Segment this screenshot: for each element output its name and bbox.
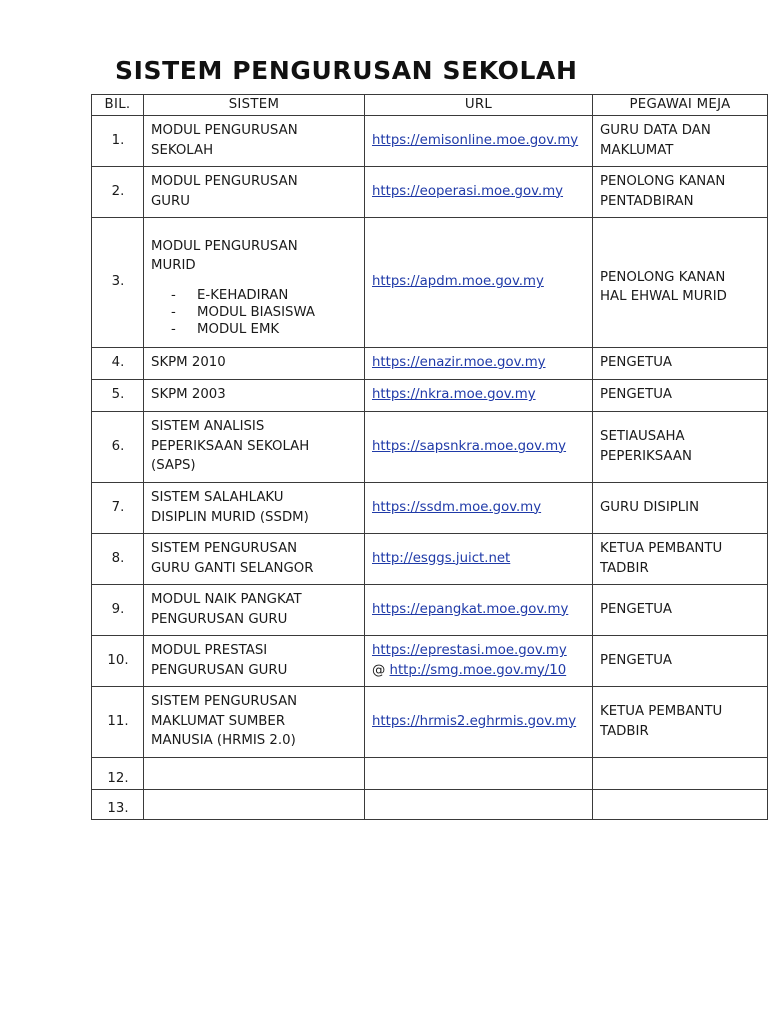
system-url-link[interactable]: https://sapsnkra.moe.gov.my xyxy=(372,438,567,454)
row-number: 6. xyxy=(92,411,144,482)
system-name-line: SKPM 2003 xyxy=(151,387,226,403)
table-row xyxy=(92,166,768,217)
officer-line: PENGETUA xyxy=(600,355,673,371)
header-sistem: SISTEM xyxy=(144,95,365,116)
system-name xyxy=(144,379,365,411)
table-row xyxy=(92,115,768,166)
url-cell xyxy=(365,379,593,411)
officer-line: PENOLONG KANAN xyxy=(600,269,726,285)
system-url-link[interactable]: https://eprestasi.moe.gov.my xyxy=(372,643,567,658)
system-name xyxy=(144,533,365,584)
system-name-line: MODUL PRESTASI xyxy=(151,643,268,658)
system-name xyxy=(144,411,365,482)
system-url-link[interactable]: https://nkra.moe.gov.my xyxy=(372,387,536,403)
table-row xyxy=(92,533,768,584)
table-row xyxy=(92,757,768,789)
officer-line: GURU DISIPLIN xyxy=(600,499,700,515)
officer-line: TADBIR xyxy=(600,560,649,576)
system-name xyxy=(144,686,365,757)
row-number: 13. xyxy=(92,789,144,819)
system-name-line: MODUL PENGURUSAN xyxy=(151,238,298,254)
system-url-link[interactable]: https://ssdm.moe.gov.my xyxy=(372,499,542,515)
row-number: 2. xyxy=(92,166,144,217)
officer-cell xyxy=(593,115,768,166)
system-url-link[interactable]: https://eoperasi.moe.gov.my xyxy=(372,183,564,199)
officer-line: HAL EHWAL MURID xyxy=(600,289,727,304)
officer-cell xyxy=(593,347,768,379)
system-name xyxy=(144,217,365,347)
system-name-line: SISTEM SALAHLAKU xyxy=(151,490,284,505)
officer-line: PENGETUA xyxy=(600,652,673,668)
url-cell xyxy=(365,789,593,819)
officer-line: PEPERIKSAAN xyxy=(600,448,692,464)
table-row xyxy=(92,379,768,411)
officer-line: PENGETUA xyxy=(600,387,673,403)
row-number: 8. xyxy=(92,533,144,584)
url-cell xyxy=(365,166,593,217)
row-number: 11. xyxy=(92,686,144,757)
system-name-line: MANUSIA (HRMIS 2.0) xyxy=(151,733,296,749)
system-name xyxy=(144,166,365,217)
header-pegawai-meja: PEGAWAI MEJA xyxy=(593,95,768,116)
sub-module-item: - E-KEHADIRAN xyxy=(171,287,358,304)
officer-line: MAKLUMAT xyxy=(600,142,674,158)
officer-cell xyxy=(593,217,768,347)
officer-cell xyxy=(593,584,768,635)
officer-line: TADBIR xyxy=(600,723,649,739)
row-number: 4. xyxy=(92,347,144,379)
url-cell xyxy=(365,347,593,379)
table-row xyxy=(92,584,768,635)
table-header-row xyxy=(92,95,768,116)
system-url-link[interactable]: http://esggs.juict.net xyxy=(372,550,511,566)
url-cell xyxy=(365,686,593,757)
systems-table xyxy=(91,94,768,820)
system-url-link[interactable]: https://hrmis2.eghrmis.gov.my xyxy=(372,713,577,729)
system-url-link[interactable]: https://enazir.moe.gov.my xyxy=(372,355,546,371)
officer-cell xyxy=(593,635,768,686)
page-title: SISTEM PENGURUSAN SEKOLAH xyxy=(115,56,578,85)
table-row xyxy=(92,411,768,482)
header-bil: BIL. xyxy=(92,95,144,116)
system-name xyxy=(144,347,365,379)
officer-line: KETUA PEMBANTU xyxy=(600,704,723,719)
system-name-line: MURID xyxy=(151,258,196,273)
officer-line: PENGETUA xyxy=(600,601,673,617)
system-url-link[interactable]: https://epangkat.moe.gov.my xyxy=(372,601,569,617)
system-name-line: PENGURUSAN GURU xyxy=(151,662,288,678)
sub-module-item: - MODUL BIASISWA xyxy=(171,304,358,321)
system-name xyxy=(144,789,365,819)
table-row xyxy=(92,217,768,347)
table-row xyxy=(92,789,768,819)
row-number: 3. xyxy=(92,217,144,347)
officer-cell xyxy=(593,789,768,819)
officer-line: SETIAUSAHA xyxy=(600,429,685,444)
system-name-line: GURU GANTI SELANGOR xyxy=(151,560,314,576)
system-name xyxy=(144,757,365,789)
url-separator: @ xyxy=(372,662,386,678)
row-number: 9. xyxy=(92,584,144,635)
officer-line: PENOLONG KANAN xyxy=(600,174,726,189)
system-name xyxy=(144,584,365,635)
officer-cell xyxy=(593,166,768,217)
row-number: 7. xyxy=(92,482,144,533)
system-name-line: DISIPLIN MURID (SSDM) xyxy=(151,509,309,525)
url-cell xyxy=(365,411,593,482)
system-url-link[interactable]: https://emisonline.moe.gov.my xyxy=(372,132,579,148)
row-number: 12. xyxy=(92,757,144,789)
system-url-link[interactable]: https://apdm.moe.gov.my xyxy=(372,274,544,290)
officer-cell xyxy=(593,757,768,789)
system-name xyxy=(144,482,365,533)
table-row xyxy=(92,686,768,757)
system-name-line: PEPERIKSAAN SEKOLAH xyxy=(151,438,310,454)
system-name-line: SKPM 2010 xyxy=(151,355,226,371)
system-name-line: SEKOLAH xyxy=(151,142,214,158)
system-name-line: PENGURUSAN GURU xyxy=(151,611,288,627)
url-cell xyxy=(365,115,593,166)
officer-cell xyxy=(593,411,768,482)
row-number: 10. xyxy=(92,635,144,686)
table-row xyxy=(92,347,768,379)
officer-line: GURU DATA DAN xyxy=(600,123,711,138)
officer-cell xyxy=(593,482,768,533)
table-row xyxy=(92,635,768,686)
system-name xyxy=(144,635,365,686)
officer-line: PENTADBIRAN xyxy=(600,193,694,209)
system-name-line: (SAPS) xyxy=(151,458,196,474)
url-cell xyxy=(365,533,593,584)
header-url: URL xyxy=(365,95,593,116)
sub-module-list xyxy=(151,287,358,338)
system-url-link[interactable]: http://smg.moe.gov.my/10 xyxy=(389,662,567,678)
table-row xyxy=(92,482,768,533)
sub-module-item: - MODUL EMK xyxy=(171,321,358,338)
url-cell xyxy=(365,757,593,789)
row-number: 1. xyxy=(92,115,144,166)
system-name-line: MAKLUMAT SUMBER xyxy=(151,713,286,729)
officer-cell xyxy=(593,686,768,757)
system-name-line: SISTEM PENGURUSAN xyxy=(151,541,298,556)
system-name-line: MODUL PENGURUSAN xyxy=(151,174,298,189)
system-name-line: MODUL PENGURUSAN xyxy=(151,123,298,138)
url-cell xyxy=(365,482,593,533)
url-cell xyxy=(365,584,593,635)
officer-cell xyxy=(593,379,768,411)
system-name-line: SISTEM PENGURUSAN xyxy=(151,694,298,710)
system-name-line: SISTEM ANALISIS xyxy=(151,419,265,435)
system-name-line: MODUL NAIK PANGKAT xyxy=(151,592,302,607)
officer-cell xyxy=(593,533,768,584)
row-number: 5. xyxy=(92,379,144,411)
system-name xyxy=(144,115,365,166)
system-name-line: GURU xyxy=(151,193,191,209)
officer-line: KETUA PEMBANTU xyxy=(600,541,723,556)
url-cell xyxy=(365,635,593,686)
url-cell xyxy=(365,217,593,347)
